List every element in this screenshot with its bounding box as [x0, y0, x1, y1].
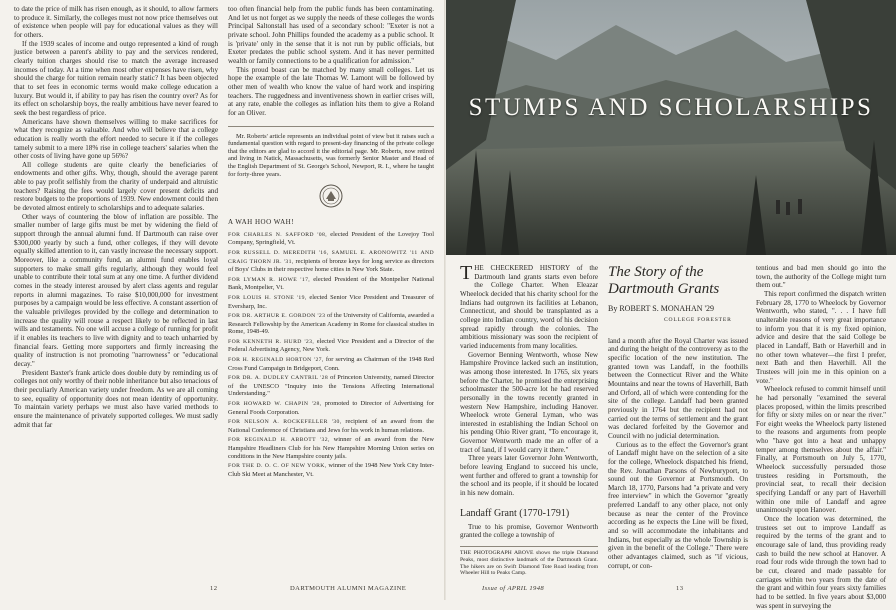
paragraph: Wheelock refused to commit himself until he had personally "examined the several places proposed, within the limits prescribed for fifty or sixty miles on or near the river." For eight weeks the Wheelock party listened to the reasons and arguments from people who "have got into a heat and unhappy temper among themselves about the affair." Finally, at Portsmouth on July 5, 1770, Wheelock successfully persuaded those trustees residing in Portsmouth, the provincial seat, to recall their decision specifying Landaff or any part of Haverhill within one mile of Landaff and agree unanimously upon Hanover.	[756, 385, 886, 515]
paragraph: Governor Benning Wentworth, whose New Hampshire Province lacked such an institution, was among those interested. In 1765, six years before the Charter, he promised the enterprising schoolmaster the 500-acre lot he had reserved personally in the towns recently granted in western New Hampshire, including Hanover. Wheelock wrote General Lyman, who was interested in establishing the Indian School on his pending Ohio River grant, "To encourage it, Governor Wentworth made me an offer of a tract of land, if I would carry it there."	[460, 350, 598, 454]
photo-caption: THE PHOTOGRAPH ABOVE shows the triple Diamond Peaks, most distinctive landmark of the Dartmouth Grant. The hikers are on Swift Diamond Tote Road leading from Wheeler Hill to Peaks Camp.	[460, 546, 598, 577]
list-item: FOR LYMAN R. HOWE '17, elected President of the Montpelier National Bank, Montpelier, Vt.	[228, 275, 434, 292]
list-item: FOR THE D. O. C. OF NEW YORK, winner of the 1948 New York City Inter-Club Ski Meet at Manchester, Vt.	[228, 462, 434, 478]
list-item: FOR LOUIS H. STONE '19, elected Senior Vice President and Treasurer of Eversharp, Inc.	[228, 293, 434, 310]
lead-paragraph: THE CHECKERED HISTORY of the Dartmouth land grants starts even before the College Charter. When Eleazar Wheelock decided that his charity school for the Indians had outgrown its facilities at Lebanon, Connecticut, and should be transplanted as a college into Indian country, word of his decision spread rapidly through the colonies. The ambitious missionary was soon the recipient of varied inducements from many localities.	[460, 262, 598, 350]
paragraph: Other ways of countering the blow of inflation are possible. The smaller number of large gifts must be met by widening the field of support through the annual alumni fund. If Dartmouth can raise over $300,000 yearly by such a fund, other colleges, if they will devote equally skilled attention to it, can vastly increase the necessary support. Moreover, like a community fund, an alumni fund enables loyal supporters to make small gifts regularly, although they would feel unable to contribute their total sum at any one time. A further dividend comes in the steady interest aroused by alert class agents and regular reports in alumni magazines. To raise $10,000,000 for investment purposes by a campaign would be less effective. A constant assertion of the valuable privileges provided by the college and determination to increase the quality will rouse a respect likely to be reflected in last wills and testaments. No one will accuse a college of running for profit if it enables its teachers to live with dignity and to teach unharried by financial fears. Getting more supporters and firmly increasing the quality of instruction is not promoting "narrowness" or "educational decay."	[14, 212, 218, 368]
list-item: FOR HOWARD W. CHAPIN '28, promoted to Director of Advertising for General Foods Corporation.	[228, 400, 434, 416]
list-item: FOR RUSSELL D. MEREDITH '16, SAMUEL E. ARONOWITZ '11 AND CRAIG THORN JR. '31, recipients of bronze keys for long service as directors of Boys' Clubs in their respective home cities in New York State.	[228, 249, 434, 274]
section-heading: Landaff Grant (1770-1791)	[460, 507, 570, 519]
byline-role: COLLEGE FORESTER	[664, 317, 732, 323]
list-item: FOR H. REGINALD HORTON '27, for serving as Chairman of the 1948 Red Cross Fund Campaign in Bridgeport, Conn.	[228, 356, 434, 372]
paragraph: Americans have shown themselves willing to make sacrifices for what they recognize as valuable. And who will believe that a college education is really worth the effort needed to secure it if the colleges tamely submit to a mere 18% rise in college teachers' salaries when the other costs of living have gone up 56%?	[14, 117, 218, 161]
paragraph: land a month after the Royal Charter was issued and during the height of the controversy as to the specific location of the new institution. The granted town was Landaff, in the foothills between the Connecticut River and the White Mountains and near the towns of Haverhill, Bath and Orford, all of which were contending for the site of the college. Landaff had been granted previously in 1764 but the recipient had not carried out the terms of settlement and the grant was declared forfeited by the Governor and Council with no judicial determination.	[608, 336, 748, 440]
mountain-landscape-image	[446, 0, 896, 255]
divider	[228, 126, 434, 127]
paragraph: All college students are quite clearly the beneficiaries of endowments and other gifts. Why, though, should the average parent able to pay profit selfishly from the charity of underpaid and altruistic teachers? Raising the fees would largely cover present deficits and restore budgets to the proportions of 1939. New endowment could then be devoted almost entirely to scholarships and to adequate salaries.	[14, 160, 218, 213]
wah-hoo-wah-list	[228, 231, 434, 479]
issue-date: Issue of APRIL 1948	[482, 585, 545, 593]
byline: By ROBERT S. MONAHAN '29	[608, 304, 714, 313]
wah-hoo-wah-heading: A WAH HOO WAH!	[228, 218, 295, 227]
paragraph: If the 1939 scales of income and outgo represented a kind of rough justice between a parent's ability to pay and the services rendered, clearly tuition charges should rise to match the average increased incomes of today. At a time when most other expenses have risen, why should the charge for tuition remain nearly static? It has been objected that to set fees in economic terms would make college education a luxury. But would it, if ability to pay has risen the country over? As for its effect on scholarship boys, the really ambitious have never feared to seek the best regardless of price.	[14, 39, 218, 117]
magazine-title: DARTMOUTH ALUMNI MAGAZINE	[290, 585, 407, 593]
list-item: FOR DR. A. DUDLEY CANTRIL '28 of Princeton University, named Director of the UNESCO "Inquiry into the Tensions Affecting International Understanding."	[228, 374, 434, 398]
page-number: 12	[210, 585, 218, 593]
paragraph: This proud boast can be matched by many small colleges. Let us hope the example of the late Thomas W. Lamont will be followed by other men of wealth who know the value of hard work and inspiring teachers. The ruggedness and inventiveness shown in earlier crises will, at any rate, enable the colleges as inflation hits them to give a Roland for an Oliver.	[228, 65, 434, 117]
college-seal-icon	[319, 184, 343, 208]
list-item: FOR REGINALD H. ABBOTT '32, winner of an award from the New Hampshire Headliners Club for his New Hampshire Morning Union series on conditions in the New Hampshire county jails.	[228, 436, 434, 460]
right-column-3	[756, 264, 886, 610]
paragraph: President Baxter's frank article does double duty by reminding us of colleges not only worthy of their noble inheritance but also tenacious of their peculiarly American variety under freedom. As we are all coming to see, equality of opportunity does not mean identity of opportunity. To maintain variety perhaps we must also have varied methods to ensure the maintenance of privately supported colleges. We must sadly admit that far	[14, 368, 218, 429]
right-page	[446, 0, 896, 610]
right-column-2	[608, 264, 748, 584]
list-item: FOR NELSON A. ROCKEFELLER '30, recipient of an award from the National Conference of Christians and Jews for his work in human relations.	[228, 418, 435, 434]
paragraph: Three years later Governor John Wentworth, before leaving England to succeed his uncle, went further and offered to grant a township for the school and its people, if it should be located in his new domain.	[460, 454, 598, 498]
editor-note: Mr. Roberts' article represents an individual point of view but it raises such a fundamental question with regard to present-day financing of the private college that the editors are glad to accord it the editorial page. Mr. Roberts, now retired and living in Natick, Massachusetts, was formerly Senior Master and Head of the English Department of St. George's School, Newport, R. I., where he taught for forty-three years.	[228, 132, 434, 178]
paragraph: Once the location was determined, the trustees set out to improve Landaff as required by the terms of the grant and to encourage sale of land, thus providing ready cash to build the new school at Hanover. A road four rods wide through the town had to be cut, cleared and made passable for carriages within two years from the date of the grant and within four years sixty families had to be settled. In five years about $3,000 was spent in surveying the	[756, 515, 886, 610]
story-title: The Story of the Dartmouth Grants	[608, 264, 720, 297]
left-column-1	[14, 5, 218, 583]
paragraph: True to his promise, Governor Wentworth granted the college a township of	[460, 522, 598, 540]
diamond-peaks-photo	[446, 0, 896, 255]
left-page	[0, 0, 446, 600]
paragraph: tentious and bad men should go into the town, the authority of the College might turn them out."	[756, 264, 886, 290]
article-headline: STUMPS AND SCHOLARSHIPS	[468, 94, 874, 121]
right-column-1	[460, 264, 598, 584]
paragraph: to date the price of milk has risen enough, as it should, to allow farmers to produce it. Similarly, the colleges must not now price themselves out of existence when people will pay for educational values as they will for others.	[14, 5, 218, 39]
paragraph: This report confirmed the dispatch written February 28, 1770 to Wheelock by Governor Wentworth, who stated, ". . . I have full unalterable reasons of very great importance to inform you that it is my fixed opinion, advice and desire that the said College be placed in Landaff, Bath or Haverhill and in no other town whatever—the first I prefer, next Bath and then Haverhill. All the Trustees will join me in this opinion on a vote."	[756, 289, 886, 385]
paragraph: too often financial help from the public funds has been contaminating. And let us not forget as we supply the needs of these colleges the words Principal Saltonstall has used of a secondary school: "Exeter is not a private school. John Phillips founded the academy as a public school. It is 'private' only in the sense that it is not run by public officials, but Exeter predates the public school system. And it has never permitted wealth or family connections to be a qualification for admission."	[228, 5, 434, 65]
list-item: FOR DR. ARTHUR E. GORDON '23 of the University of California, awarded a Research Fellowship by the American Academy in Rome for classical studies in Rome, 1948-49.	[228, 312, 434, 336]
list-item: FOR KENNETH R. HURD '23, elected Vice President and a Director of the Federal Advertising Agency, New York.	[228, 337, 435, 354]
dropcap: T	[460, 262, 473, 284]
list-item: FOR CHARLES N. SAFFORD '08, elected President of the Lovejoy Tool Company, Springfield, Vt.	[228, 230, 434, 247]
page-number: 13	[676, 585, 684, 593]
paragraph: Curious as to the effect the Governor's grant of Landaff might have on the selection of a site for the college, Wheelock dispatched his friend, the Rev. Jonathan Parsons of Newburyport, to sound out the Governor at Portsmouth. On March 18, 1770, Parsons had "a private and very free interview" in which the Governor "greatly preferred Landaff to any other place, not only because as near the center of the Province according as he expects the Line will be fixed, and so will accommodate the inhabitants and Indians, but especially as the whole Township is given in the benefit of the College." There were other advantages claimed, such as "if vicious, corrupt, or con-	[608, 440, 748, 570]
left-column-2	[228, 5, 434, 583]
